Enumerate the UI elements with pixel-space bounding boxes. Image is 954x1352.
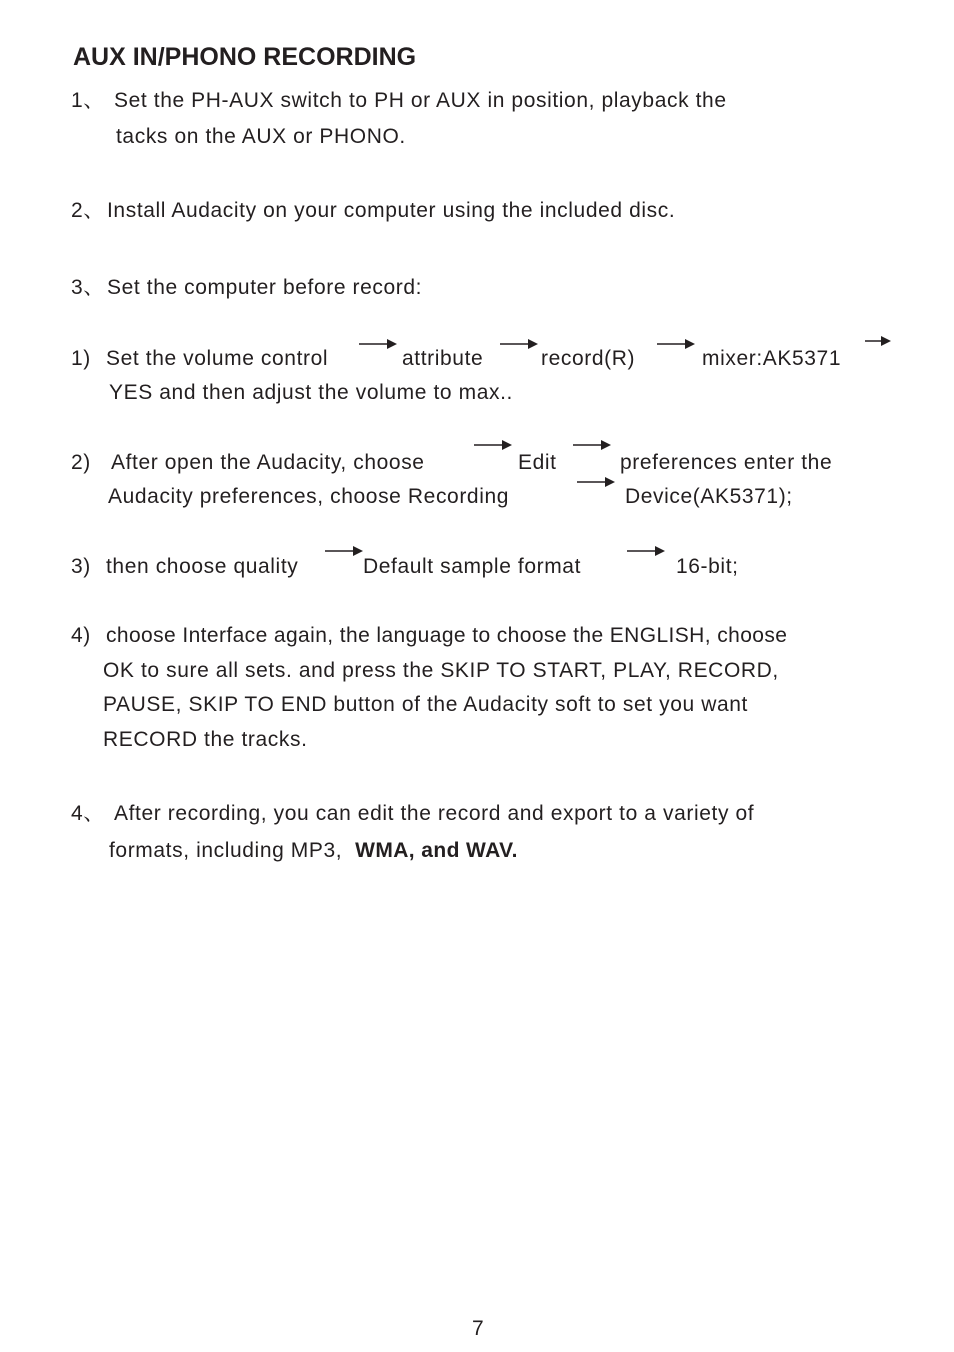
step-4-line-2-normal: formats, including MP3, (109, 839, 343, 862)
substep-2-line-2-part-2: Device(AK5371); (625, 485, 793, 508)
substep-3-part-1: then choose quality (106, 555, 299, 578)
substep-4-line-3: PAUSE, SKIP TO END button of the Audacity soft to set you want (103, 693, 748, 716)
step-2-text: Install Audacity on your computer using the included disc. (107, 199, 676, 222)
substep-1-part-1: Set the volume control (106, 347, 329, 370)
substep-2-part-1: After open the Audacity, choose (111, 451, 425, 474)
right-arrow-icon (577, 476, 615, 488)
substep-4-line-1: choose Interface again, the language to choose the ENGLISH, choose (106, 624, 788, 647)
step-4-line-2-bold: WMA, and WAV. (355, 839, 518, 862)
step-3-number: 3、 (71, 276, 105, 299)
page-number: 7 (472, 1317, 484, 1340)
step-3-text: Set the computer before record: (107, 276, 423, 299)
substep-1-part-3: record(R) (541, 347, 636, 370)
right-arrow-icon (500, 338, 538, 350)
substep-2-number: 2) (71, 451, 91, 474)
step-1-line-2: tacks on the AUX or PHONO. (116, 125, 406, 148)
step-1-line-1: Set the PH-AUX switch to PH or AUX in position, playback the (114, 89, 727, 112)
right-arrow-icon (865, 335, 891, 347)
substep-2-part-2: Edit (518, 451, 557, 474)
step-4-line-2 (109, 840, 518, 861)
substep-3-part-3: 16-bit; (676, 555, 739, 578)
substep-4-number: 4) (71, 624, 91, 647)
substep-2-part-3: preferences enter the (620, 451, 833, 474)
substep-4-line-2: OK to sure all sets. and press the SKIP TO START, PLAY, RECORD, (103, 659, 779, 682)
substep-4-line-4: RECORD the tracks. (103, 728, 308, 751)
right-arrow-icon (325, 545, 363, 557)
substep-1-part-4: mixer:AK5371 (702, 347, 842, 370)
step-4-line-1: After recording, you can edit the record and export to a variety of (114, 802, 755, 825)
substep-1-part-2: attribute (402, 347, 484, 370)
substep-3-part-2: Default sample format (363, 555, 582, 578)
substep-1-number: 1) (71, 347, 91, 370)
substep-1-line-2: YES and then adjust the volume to max.. (109, 381, 513, 404)
step-4-number: 4、 (71, 802, 105, 825)
step-1-number: 1、 (71, 89, 105, 112)
substep-3-number: 3) (71, 555, 91, 578)
step-2-number: 2、 (71, 199, 105, 222)
right-arrow-icon (573, 439, 611, 451)
right-arrow-icon (627, 545, 665, 557)
page-title: AUX IN/PHONO RECORDING (73, 43, 417, 71)
right-arrow-icon (359, 338, 397, 350)
right-arrow-icon (657, 338, 695, 350)
right-arrow-icon (474, 439, 512, 451)
substep-2-line-2-part-1: Audacity preferences, choose Recording (108, 485, 510, 508)
